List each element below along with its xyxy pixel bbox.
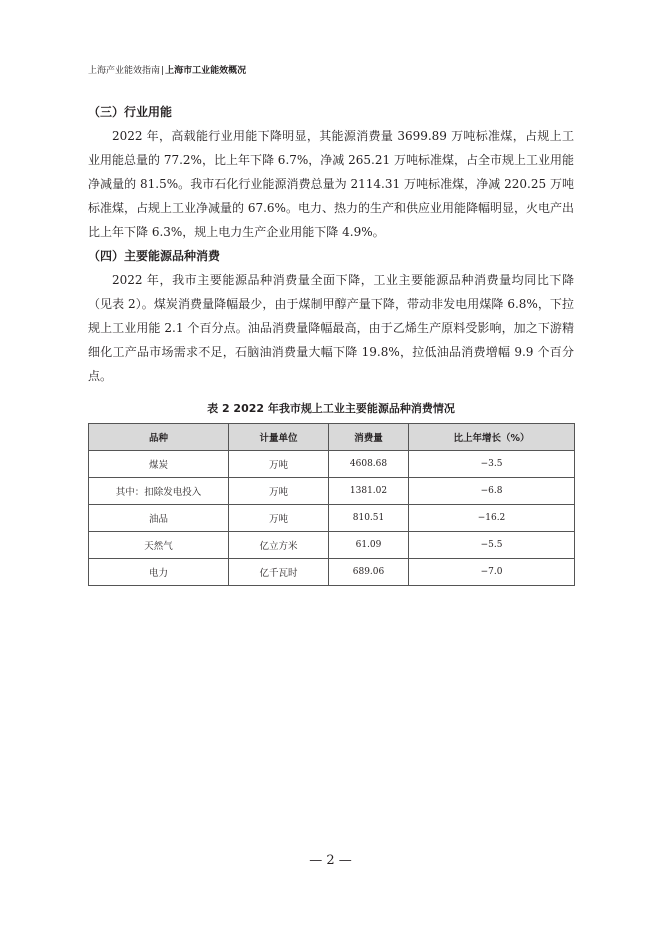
table-title: 表 2 2022 年我市规上工业主要能源品种消费情况	[207, 402, 455, 415]
cell-unit: 亿立方米	[229, 532, 329, 559]
cell-unit: 万吨	[229, 451, 329, 478]
header-chapter-title: 上海市工业能效概况	[165, 66, 247, 76]
section-heading-industry-energy: （三）行业用能	[88, 105, 173, 119]
cell-type: 油品	[89, 505, 229, 532]
cell-growth: −16.2	[409, 505, 575, 532]
header-cell-growth: 比上年增长（%）	[409, 424, 575, 451]
cell-unit: 亿千瓦时	[229, 559, 329, 586]
header-guide-title: 上海产业能效指南	[88, 66, 161, 76]
paragraph-energy-types: 2022 年，我市主要能源品种消费量全面下降，工业主要能源品种消费量均同比下降（见表 2）。煤炭消费量降幅最少，由于煤制甲醇产量下降，带动非发电用煤降 6.8%，下拉规上工业用能 2.1 个百分点。油品消费量降幅最高，由于乙烯生产原料受影响，加之下游精细化工产品市场需求不足，石脑油消费量大幅下降 19.8%，拉低油品消费增幅 9.9 个百分点。	[88, 273, 574, 383]
table-row	[89, 505, 575, 532]
energy-consumption-table	[88, 423, 575, 586]
cell-type: 煤炭	[89, 451, 229, 478]
cell-growth: −6.8	[409, 478, 575, 505]
table-row	[89, 451, 575, 478]
header-cell-consumption: 消费量	[329, 424, 409, 451]
cell-unit: 万吨	[229, 505, 329, 532]
cell-growth: −5.5	[409, 532, 575, 559]
paragraph-industry-energy: 2022 年，高载能行业用能下降明显，其能源消费量 3699.89 万吨标准煤，占规上工业用能总量的 77.2%，比上年下降 6.7%，净减 265.21 万吨标准煤，占全市规上工业用能净减量的 81.5%。我市石化行业能源消费总量为 2114.31 万吨标准煤，净减 220.25 万吨标准煤，占规上工业净减量的 67.6%。电力、热力的生产和供应业用能降幅明显，火电产出比上年下降 6.3%，规上电力生产企业用能下降 4.9%。	[88, 129, 574, 239]
cell-growth: −3.5	[409, 451, 575, 478]
header-cell-unit: 计量单位	[229, 424, 329, 451]
cell-consumption: 4608.68	[329, 451, 409, 478]
header-cell-type: 品种	[89, 424, 229, 451]
running-header	[88, 63, 246, 76]
main-content	[88, 100, 574, 586]
cell-type: 天然气	[89, 532, 229, 559]
cell-consumption: 810.51	[329, 505, 409, 532]
cell-consumption: 61.09	[329, 532, 409, 559]
cell-consumption: 689.06	[329, 559, 409, 586]
cell-consumption: 1381.02	[329, 478, 409, 505]
cell-unit: 万吨	[229, 478, 329, 505]
section-heading-energy-types: （四）主要能源品种消费	[88, 249, 221, 263]
cell-type: 其中：扣除发电投入	[89, 478, 229, 505]
cell-growth: −7.0	[409, 559, 575, 586]
header-separator: |	[161, 66, 165, 76]
cell-type: 电力	[89, 559, 229, 586]
table-row	[89, 559, 575, 586]
table-header-row	[89, 424, 575, 451]
page-number: — 2 —	[309, 853, 352, 868]
table-row	[89, 532, 575, 559]
table-row	[89, 478, 575, 505]
